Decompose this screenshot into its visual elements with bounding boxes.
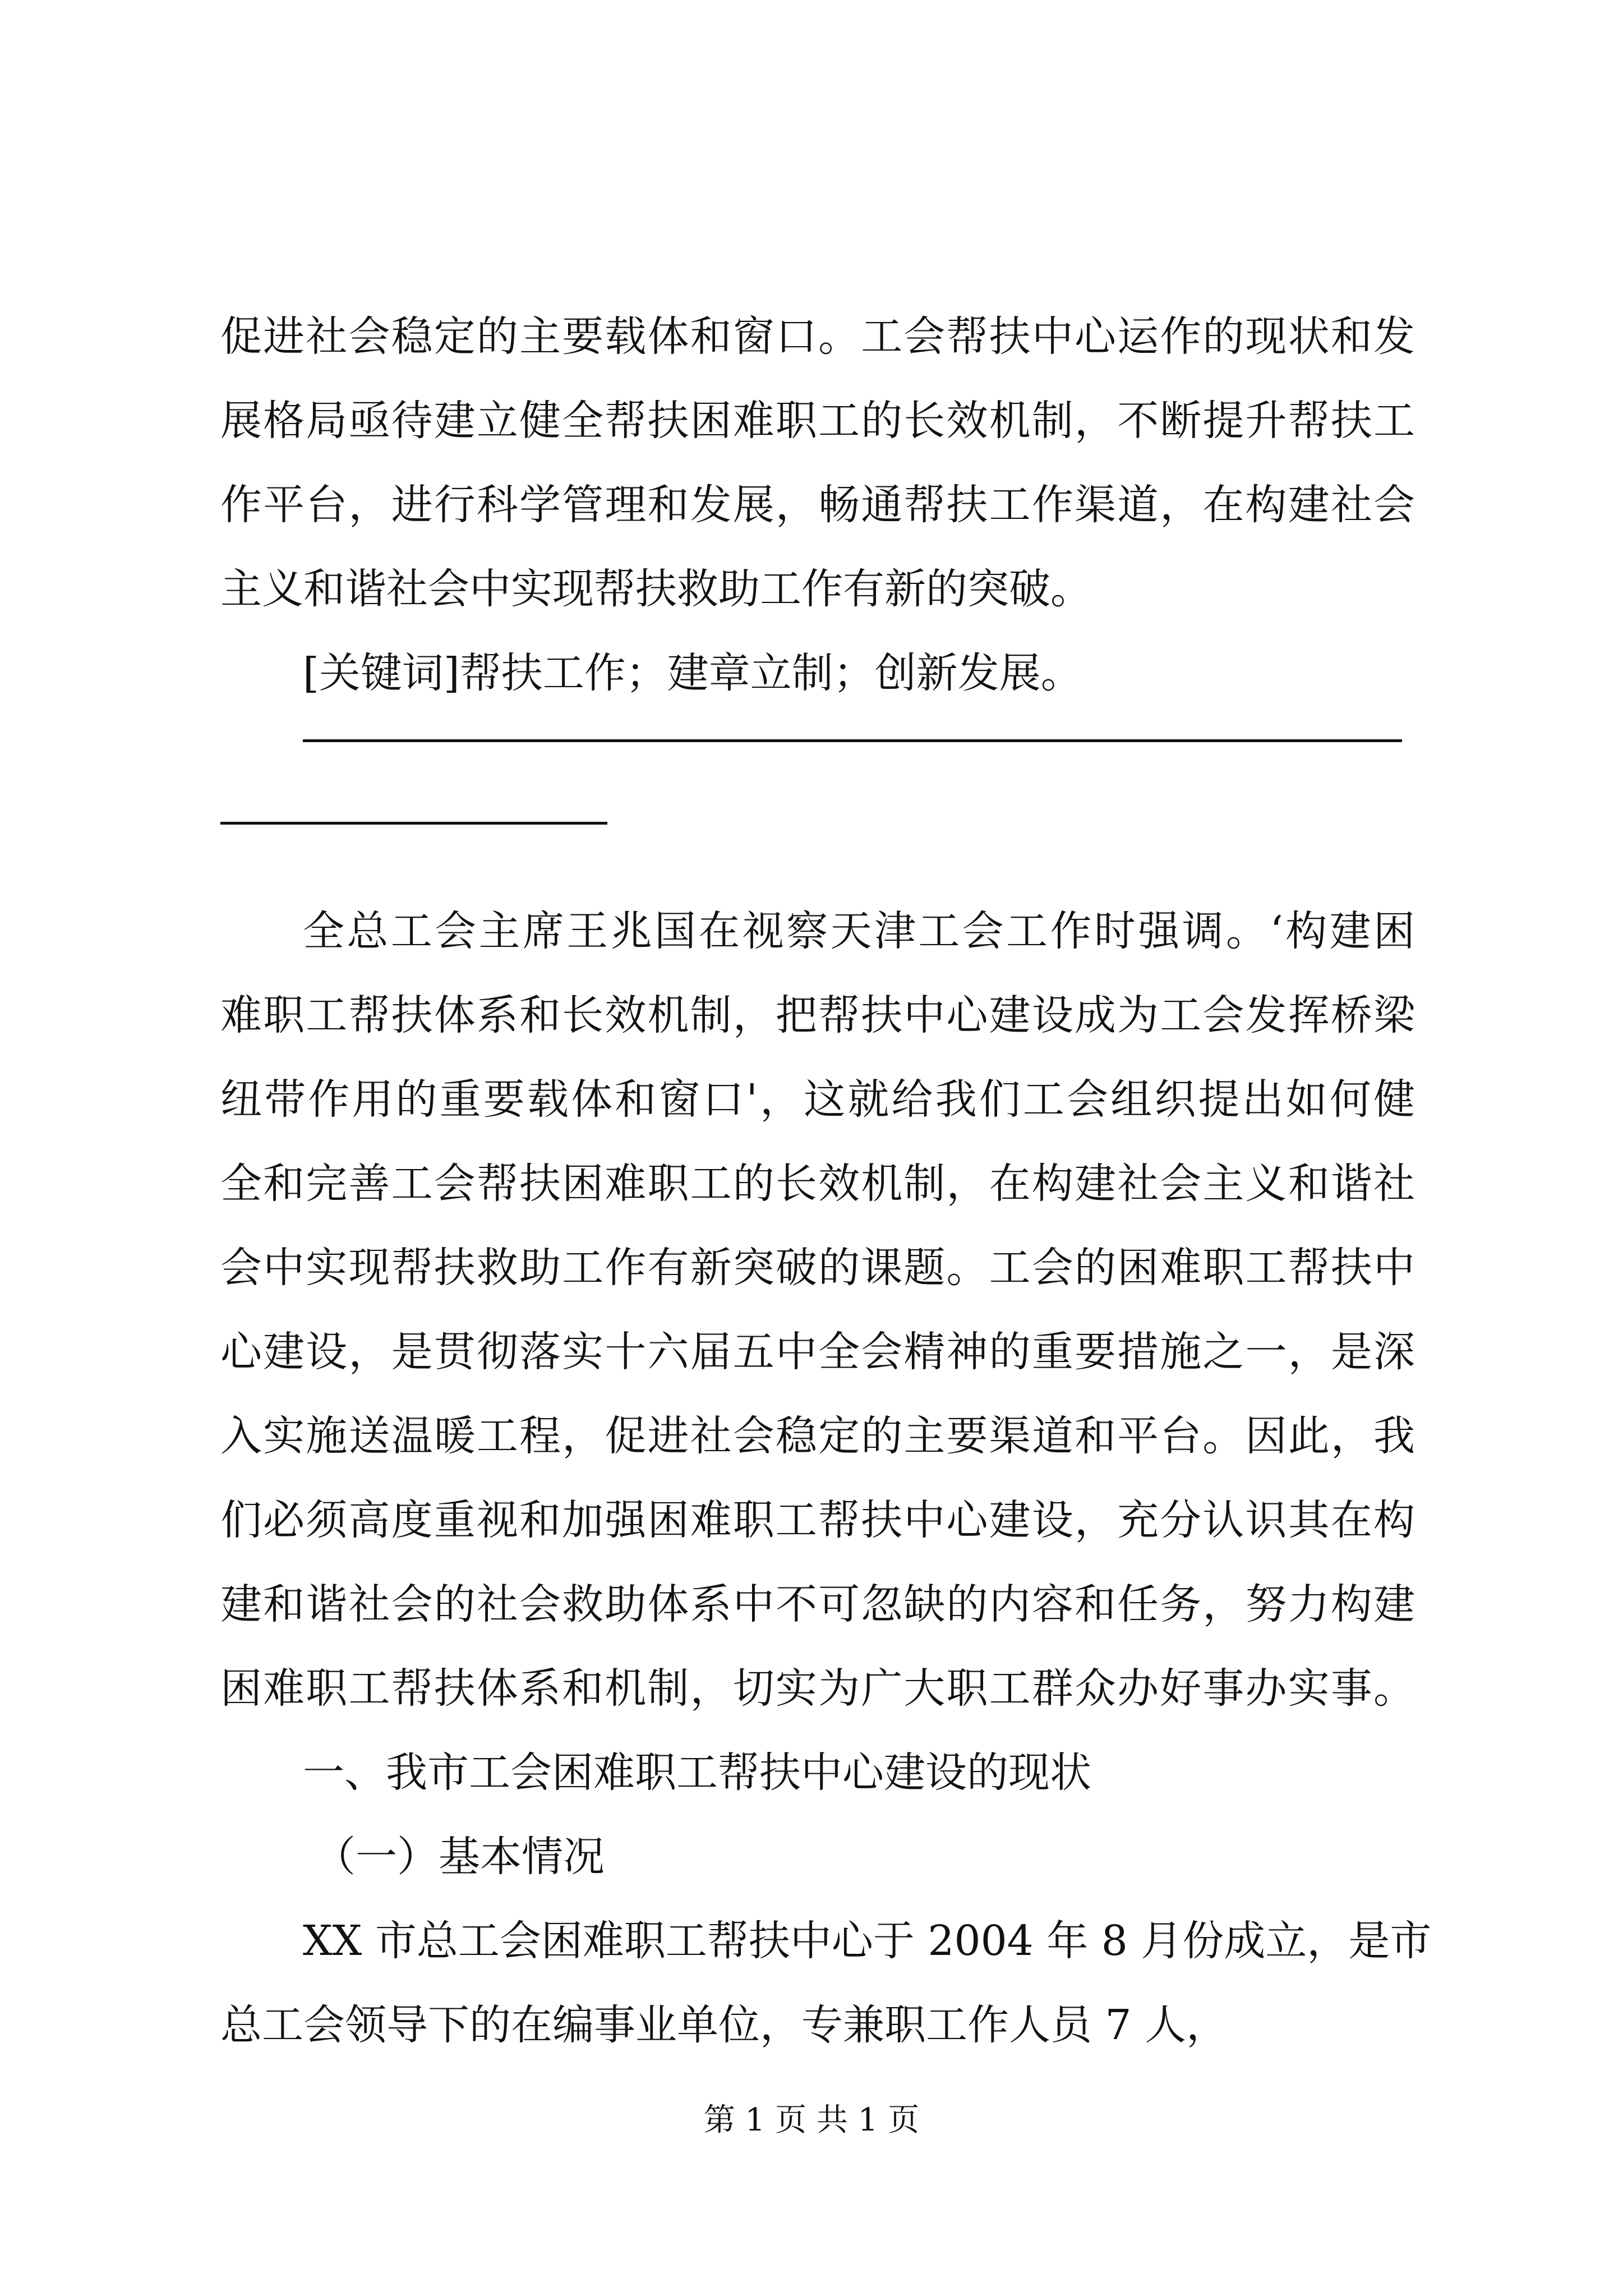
text-line: 难职工帮扶体系和长效机制，把帮扶中心建设成为工会发挥桥梁 [220, 991, 1415, 1039]
text-line: 全总工会主席王兆国在视察天津工会工作时强调。‘构建困 [303, 907, 1415, 955]
text-line: 建和谐社会的社会救助体系中不可忽缺的内容和任务，努力构建 [220, 1580, 1415, 1628]
text-line: 促进社会稳定的主要载体和窗口。工会帮扶中心运作的现状和发 [220, 312, 1415, 361]
separator-rule [220, 822, 607, 825]
subsection-heading: （一）基本情况 [314, 1833, 605, 1881]
text-line: 纽带作用的重要载体和窗口'，这就给我们工会组织提出如何健 [220, 1075, 1415, 1124]
text-line: 展格局亟待建立健全帮扶困难职工的长效机制，不断提升帮扶工 [220, 397, 1415, 445]
text-line: 困难职工帮扶体系和机制，切实为广大职工群众办好事办实事。 [220, 1664, 1415, 1713]
separator-rule [303, 739, 1402, 742]
text-line: 作平台，进行科学管理和发展，畅通帮扶工作渠道，在构建社会 [220, 481, 1415, 529]
text-line: 主义和谐社会中实现帮扶救助工作有新的突破。 [220, 565, 1092, 613]
keywords-line: [关键词]帮扶工作；建章立制；创新发展。 [303, 649, 1082, 697]
text-line: 们必须高度重视和加强困难职工帮扶中心建设，充分认识其在构 [220, 1496, 1415, 1544]
page-footer: 第 1 页 共 1 页 [703, 2102, 920, 2138]
text-line: 会中实现帮扶救助工作有新突破的课题。工会的困难职工帮扶中 [220, 1244, 1415, 1292]
text-line: 全和完善工会帮扶困难职工的长效机制，在构建社会主义和谐社 [220, 1159, 1415, 1208]
section-heading: 一、我市工会困难职工帮扶中心建设的现状 [303, 1749, 1091, 1797]
text-line: XX 市总工会困难职工帮扶中心于 2004 年 8 月份成立，是市 [303, 1917, 1432, 1965]
text-line: 总工会领导下的在编事业单位，专兼职工作人员 7 人， [220, 2001, 1228, 2049]
text-line: 心建设，是贯彻落实十六届五中全会精神的重要措施之一，是深 [220, 1328, 1415, 1376]
text-line: 入实施送温暖工程，促进社会稳定的主要渠道和平台。因此，我 [220, 1412, 1415, 1460]
